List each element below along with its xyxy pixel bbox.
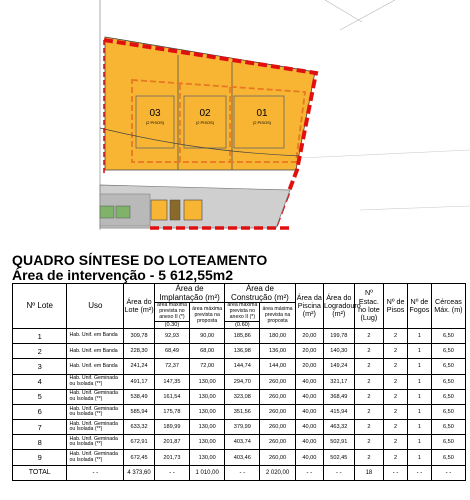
cell-piscina: 20,00: [295, 359, 323, 374]
lot-floors-label: (2 PISOS): [195, 120, 215, 125]
site-plan: [0, 0, 470, 236]
header-piscina: Área da Piscina (m²): [295, 284, 323, 329]
cell-pisos: 2: [384, 328, 408, 343]
cell-uso: Hab. Unif. Geminada ou Isolada (**): [67, 420, 124, 435]
cell-uso: Hab. Unif. em Banda: [67, 344, 124, 359]
header-impl-max: área máxima prevista no anexo II (*): [154, 303, 189, 321]
cell-impl-prop: 130,00: [190, 450, 225, 465]
cell-estacionamento: 2: [354, 389, 384, 404]
header-cerceas: Cérceas Máx. (m): [431, 284, 465, 329]
total-cell-impl-max: - -: [154, 465, 189, 480]
cell-area-lote: 633,32: [124, 420, 155, 435]
cell-estacionamento: 2: [354, 450, 384, 465]
background-line: [300, 150, 470, 158]
lot-floors-label: (2 PISOS): [145, 120, 165, 125]
cell-fogos: 1: [408, 344, 432, 359]
cell-area-lote: 491,17: [124, 374, 155, 389]
cell-lote: 7: [13, 420, 67, 435]
cell-estacionamento: 2: [354, 420, 384, 435]
total-cell-logradouro: - -: [324, 465, 355, 480]
total-cell-const-max: - -: [225, 465, 260, 480]
background-line: [340, 0, 395, 30]
cell-uso: Hab. Unif. Geminada ou Isolada (**): [67, 404, 124, 419]
cell-pisos: 2: [384, 359, 408, 374]
table-row: [13, 359, 466, 374]
cell-const-prop: 260,00: [260, 435, 295, 450]
site-plan-drawing: [0, 0, 470, 236]
cell-logradouro: 149,24: [324, 359, 355, 374]
cell-impl-max: 161,54: [154, 389, 189, 404]
cell-estacionamento: 2: [354, 435, 384, 450]
cell-fogos: 1: [408, 374, 432, 389]
table-row: [13, 374, 466, 389]
total-cell-lote: TOTAL: [13, 465, 67, 480]
cell-impl-max: 147,35: [154, 374, 189, 389]
lot-floors-label: (2 PISOS): [252, 120, 272, 125]
cell-impl-max: 201,73: [154, 450, 189, 465]
cell-const-prop: 180,00: [260, 328, 295, 343]
cell-fogos: 1: [408, 404, 432, 419]
cell-lote: 9: [13, 450, 67, 465]
cell-logradouro: 415,94: [324, 404, 355, 419]
lot-number-label: 02: [199, 108, 211, 119]
cell-piscina: 40,00: [295, 404, 323, 419]
cell-uso: Hab. Unif. em Banda: [67, 328, 124, 343]
cell-uso: Hab. Unif. em Banda: [67, 359, 124, 374]
cell-impl-prop: 72,00: [190, 359, 225, 374]
access-marker: [151, 200, 167, 220]
cell-piscina: 40,00: [295, 435, 323, 450]
cell-lote: 8: [13, 435, 67, 450]
cell-fogos: 1: [408, 450, 432, 465]
total-cell-area-lote: 4 373,60: [124, 465, 155, 480]
cell-area-lote: 241,24: [124, 359, 155, 374]
cell-logradouro: 199,78: [324, 328, 355, 343]
green-marker: [116, 206, 130, 218]
header-construcao: Área de Construção (m²): [225, 284, 295, 303]
cell-logradouro: 368,49: [324, 389, 355, 404]
cell-fogos: 1: [408, 389, 432, 404]
page-title: QUADRO SÍNTESE DO LOTEAMENTO: [12, 252, 268, 268]
cell-impl-prop: 68,00: [190, 344, 225, 359]
lot-number-label: 01: [256, 108, 268, 119]
cell-impl-max: 189,99: [154, 420, 189, 435]
total-cell-impl-prop: 1 010,00: [190, 465, 225, 480]
summary-table-container: [12, 283, 466, 481]
cell-estacionamento: 2: [354, 344, 384, 359]
cell-impl-max: 175,78: [154, 404, 189, 419]
background-line: [325, 0, 362, 22]
header-lote: Nº Lote: [13, 284, 67, 329]
cell-lote: 6: [13, 404, 67, 419]
cell-uso: Hab. Unif. Geminada ou Isolada (**): [67, 389, 124, 404]
cell-piscina: 40,00: [295, 450, 323, 465]
header-impl-index: (0.30): [154, 321, 189, 328]
cell-piscina: 40,00: [295, 389, 323, 404]
cell-const-max: 323,08: [225, 389, 260, 404]
cell-lote: 3: [13, 359, 67, 374]
cell-lote: 4: [13, 374, 67, 389]
cell-const-max: 379,99: [225, 420, 260, 435]
header-uso: Uso: [67, 284, 124, 329]
cell-logradouro: 463,32: [324, 420, 355, 435]
cell-const-max: 403,46: [225, 450, 260, 465]
cell-const-prop: 136,00: [260, 344, 295, 359]
header-const-max: área máxima prevista no anexo II (*): [225, 303, 260, 321]
header-impl-prop: área máxima prevista na proposta: [190, 303, 225, 329]
cell-fogos: 1: [408, 328, 432, 343]
cell-fogos: 1: [408, 435, 432, 450]
cell-logradouro: 321,17: [324, 374, 355, 389]
cell-impl-prop: 130,00: [190, 420, 225, 435]
cell-logradouro: 140,30: [324, 344, 355, 359]
header-pisos: Nº de Pisos: [384, 284, 408, 329]
cell-cerceas: 6,50: [431, 344, 465, 359]
cell-estacionamento: 2: [354, 359, 384, 374]
header-logradouro: Área do Logradouro (m²): [324, 284, 355, 329]
total-cell-piscina: - -: [295, 465, 323, 480]
table-row: [13, 328, 466, 343]
cell-const-prop: 260,00: [260, 450, 295, 465]
cell-logradouro: 502,91: [324, 435, 355, 450]
cell-uso: Hab. Unif. Geminada ou Isolada (**): [67, 450, 124, 465]
road-area: [0, 0, 100, 236]
header-area-lote: Área do Lote (m²): [124, 284, 155, 329]
table-row: [13, 420, 466, 435]
cell-area-lote: 585,94: [124, 404, 155, 419]
cell-cerceas: 6,50: [431, 420, 465, 435]
cell-piscina: 40,00: [295, 420, 323, 435]
cell-lote: 2: [13, 344, 67, 359]
cell-const-prop: 260,00: [260, 374, 295, 389]
cell-fogos: 1: [408, 420, 432, 435]
cell-cerceas: 6,50: [431, 389, 465, 404]
cell-const-prop: 260,00: [260, 389, 295, 404]
cell-lote: 1: [13, 328, 67, 343]
access-marker: [170, 200, 180, 220]
cell-piscina: 20,00: [295, 344, 323, 359]
cell-area-lote: 309,78: [124, 328, 155, 343]
table-row: [13, 404, 466, 419]
cell-pisos: 2: [384, 389, 408, 404]
cell-pisos: 2: [384, 404, 408, 419]
cell-estacionamento: 2: [354, 374, 384, 389]
cell-const-prop: 144,00: [260, 359, 295, 374]
cell-cerceas: 6,50: [431, 404, 465, 419]
cell-pisos: 2: [384, 344, 408, 359]
header-const-prop: área máxima prevista na proposta: [260, 303, 295, 329]
header-estacionamento: Nº Estac. no lote (Lug): [354, 284, 384, 329]
cell-cerceas: 6,50: [431, 328, 465, 343]
cell-impl-prop: 90,00: [190, 328, 225, 343]
cell-const-max: 403,74: [225, 435, 260, 450]
cell-impl-prop: 130,00: [190, 389, 225, 404]
cell-estacionamento: 2: [354, 328, 384, 343]
cell-const-max: 144,74: [225, 359, 260, 374]
access-marker: [184, 200, 202, 220]
cell-impl-max: 68,49: [154, 344, 189, 359]
cell-area-lote: 672,45: [124, 450, 155, 465]
cell-pisos: 2: [384, 435, 408, 450]
header-fogos: Nº de Fogos: [408, 284, 432, 329]
cell-fogos: 1: [408, 359, 432, 374]
total-row: [13, 465, 466, 480]
table-row: [13, 389, 466, 404]
cell-cerceas: 6,50: [431, 435, 465, 450]
cell-impl-prop: 130,00: [190, 435, 225, 450]
table-row: [13, 450, 466, 465]
table-row: [13, 344, 466, 359]
cell-const-max: 136,98: [225, 344, 260, 359]
cell-uso: Hab. Unif. Geminada ou Isolada (**): [67, 374, 124, 389]
cell-const-prop: 260,00: [260, 420, 295, 435]
background-line: [360, 206, 470, 210]
cell-impl-prop: 130,00: [190, 404, 225, 419]
cell-const-prop: 260,00: [260, 404, 295, 419]
page-subtitle: Área de intervenção - 5 612,55m2: [12, 267, 234, 283]
cell-const-max: 351,56: [225, 404, 260, 419]
cell-impl-max: 72,37: [154, 359, 189, 374]
cell-impl-max: 201,87: [154, 435, 189, 450]
lot-number-label: 03: [149, 108, 161, 119]
total-cell-cerceas: - -: [431, 465, 465, 480]
cell-pisos: 2: [384, 450, 408, 465]
table-body: [13, 328, 466, 480]
cell-uso: Hab. Unif. Geminada ou Isolada (**): [67, 435, 124, 450]
summary-table: [12, 283, 466, 481]
total-cell-uso: - -: [67, 465, 124, 480]
cell-impl-prop: 130,00: [190, 374, 225, 389]
total-cell-estacionamento: 18: [354, 465, 384, 480]
cell-pisos: 2: [384, 374, 408, 389]
total-cell-pisos: - -: [384, 465, 408, 480]
cell-area-lote: 538,49: [124, 389, 155, 404]
cell-estacionamento: 2: [354, 404, 384, 419]
cell-cerceas: 6,50: [431, 374, 465, 389]
cell-cerceas: 6,50: [431, 450, 465, 465]
total-cell-fogos: - -: [408, 465, 432, 480]
cell-cerceas: 6,50: [431, 359, 465, 374]
cell-pisos: 2: [384, 420, 408, 435]
cell-logradouro: 502,45: [324, 450, 355, 465]
table-row: [13, 435, 466, 450]
cell-const-max: 294,70: [225, 374, 260, 389]
green-marker: [100, 206, 114, 218]
cell-area-lote: 228,30: [124, 344, 155, 359]
header-const-index: (0.60): [225, 321, 260, 328]
cell-area-lote: 672,91: [124, 435, 155, 450]
cell-piscina: 40,00: [295, 374, 323, 389]
total-cell-const-prop: 2 020,00: [260, 465, 295, 480]
header-implantacao: Área de Implantação (m²): [154, 284, 224, 303]
cell-piscina: 20,00: [295, 328, 323, 343]
cell-const-max: 185,86: [225, 328, 260, 343]
cell-lote: 5: [13, 389, 67, 404]
cell-impl-max: 92,93: [154, 328, 189, 343]
